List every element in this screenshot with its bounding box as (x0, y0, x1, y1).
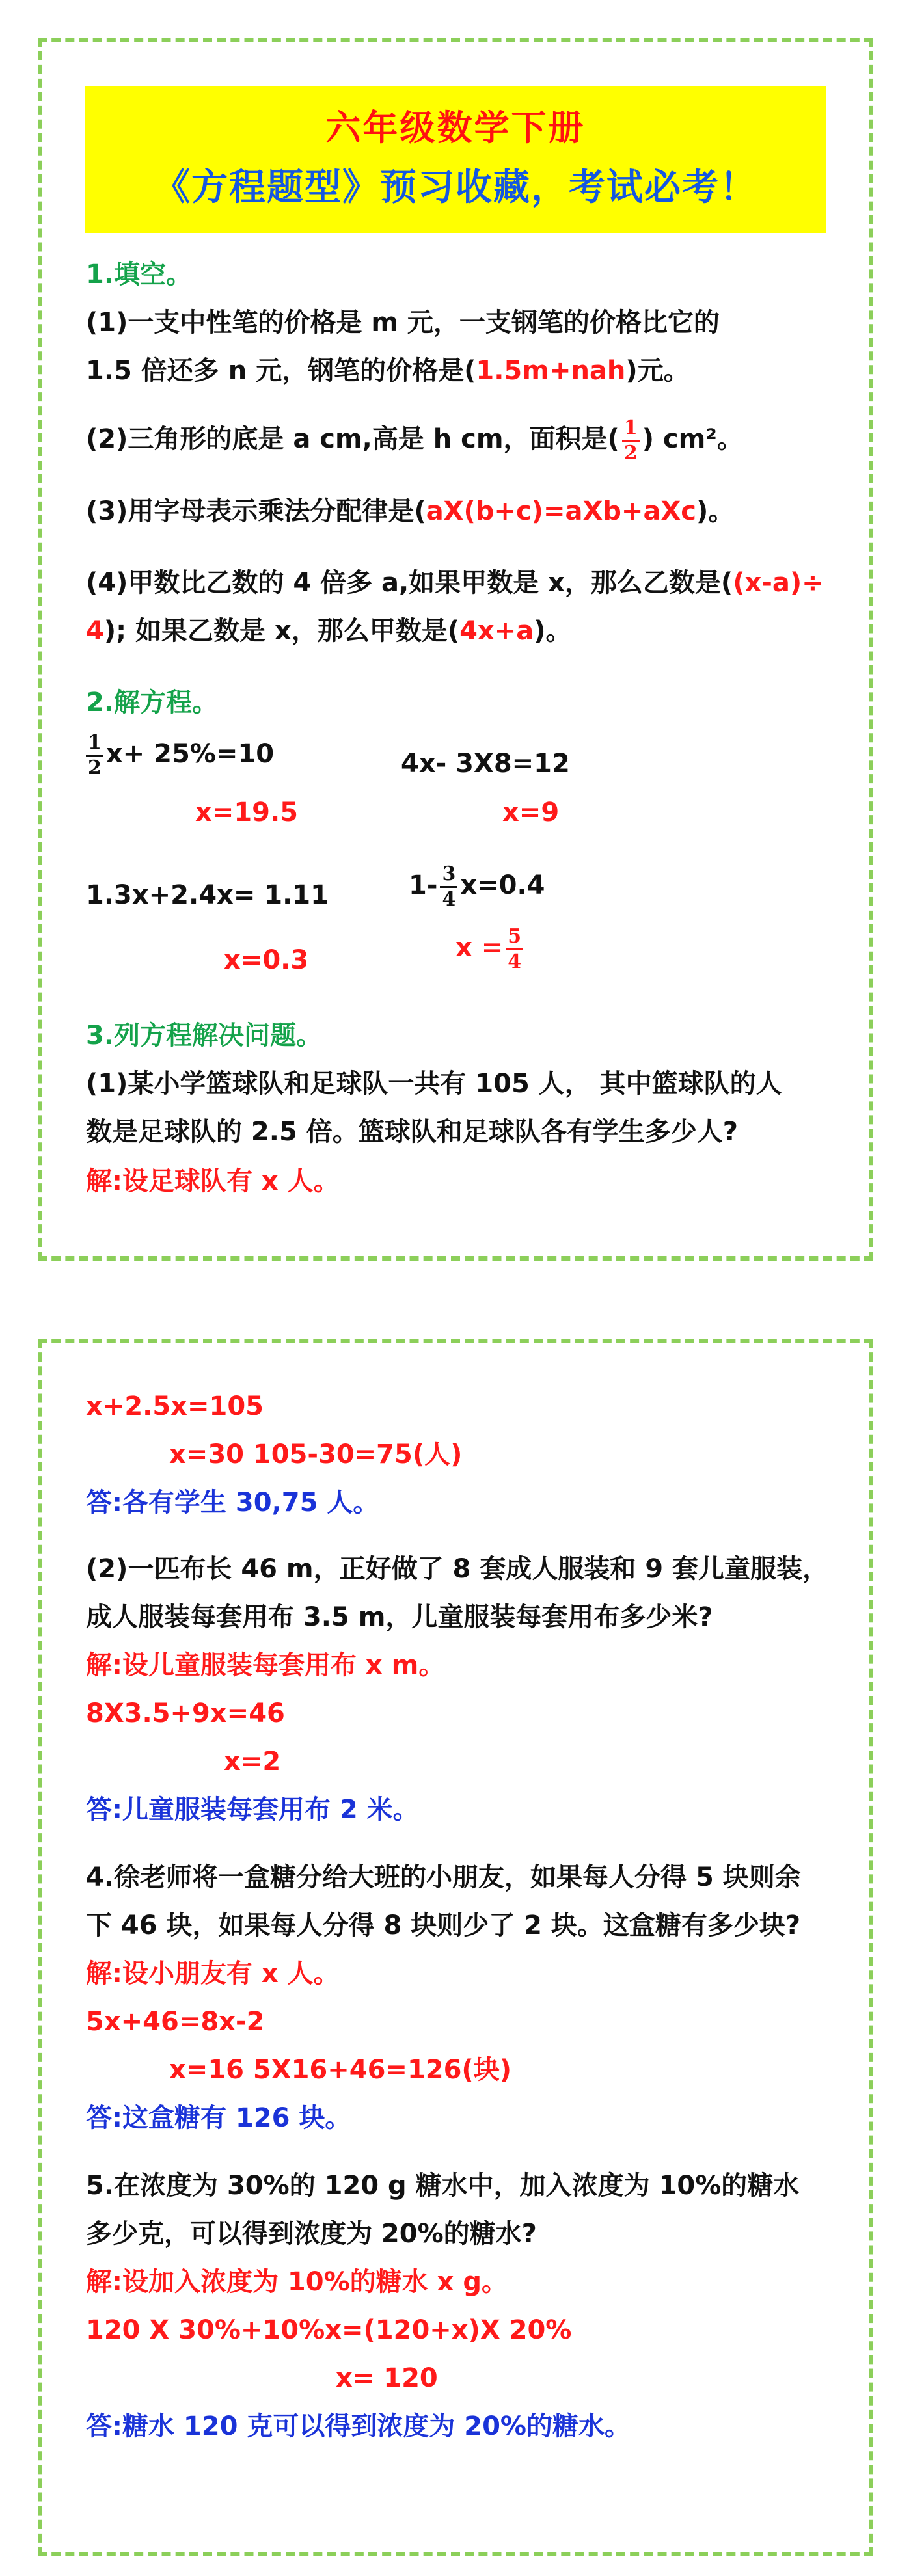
p1-answer: 答:各有学生 30,75 人。 (86, 1488, 379, 1518)
eq4-answer-text: x = (456, 933, 504, 963)
q3-line (86, 496, 734, 527)
q4-line2 (86, 615, 571, 647)
q3-answer: aX(b+c)=aXb+aXc (426, 496, 696, 526)
s4-answer: 答:这盒糖有 126 块。 (86, 2103, 351, 2133)
eq4-frac-den: 4 (442, 887, 456, 911)
q4-answer2: 4x+a (459, 616, 534, 646)
q4-text-mid: ); 如果乙数是 x，那么甲数是( (103, 616, 460, 646)
s5-equation: 120 X 30%+10%x=(120+x)X 20% (86, 2315, 572, 2345)
eq1-frac-num: 1 (86, 732, 103, 757)
q2-text: (2)三角形的底是 a cm,高是 h cm，面积是( (86, 424, 619, 454)
eq4-fraction (440, 864, 457, 909)
eq1-frac-den: 2 (88, 756, 102, 779)
p2-equation: 8X3.5+9x=46 (86, 1698, 285, 1728)
s4-solution: x=16 5X16+46=126(块) (169, 2055, 511, 2085)
q2-frac-den: 2 (623, 441, 638, 464)
p1-line1: (1)某小学篮球队和足球队一共有 105 人， 其中篮球队的人 (86, 1069, 782, 1099)
q1-answer: 1.5m+nah (476, 356, 626, 386)
eq4-text-post: x=0.4 (460, 870, 545, 900)
p1-solution: x=30 105-30=75(人) (169, 1440, 463, 1469)
page-title: 六年级数学下册 (325, 107, 586, 148)
s4-setup: 解:设小朋友有 x 人。 (86, 1959, 340, 1989)
q1-line2-text: 1.5 倍还多 n 元，钢笔的价格是( (86, 356, 476, 386)
section3-heading: 3.列方程解决问题。 (86, 1021, 323, 1051)
equation-2: 4x- 3X8=12 (401, 749, 570, 779)
s4-line2: 下 46 块，如果每人分得 8 块则少了 2 块。这盒糖有多少块? (86, 1911, 801, 1940)
s5-line2: 多少克，可以得到浓度为 20%的糖水? (86, 2219, 537, 2249)
p1-line2: 数是足球队的 2.5 倍。篮球队和足球队各有学生多少人? (86, 1117, 738, 1147)
s4-equation: 5x+46=8x-2 (86, 2007, 265, 2037)
p2-line2: 成人服装每套用布 3.5 m，儿童服装每套用布多少米? (86, 1602, 713, 1632)
p1-setup: 解:设足球队有 x 人。 (86, 1166, 340, 1196)
q2-frac-num: 1 (622, 418, 640, 442)
q3-text-end: )。 (696, 496, 735, 526)
equation-4 (409, 864, 545, 909)
q4-answer1-end: 4 (86, 616, 104, 646)
eq4-answer-fraction (506, 926, 523, 972)
section1-heading: 1.填空。 (86, 260, 193, 289)
s5-answer: 答:糖水 120 克可以得到浓度为 20%的糖水。 (86, 2411, 631, 2441)
eq1-text: x+ 25%=10 (105, 739, 275, 769)
eq4-text-pre: 1- (409, 870, 438, 900)
equation-2-answer: x=9 (502, 798, 560, 827)
page-card-2 (38, 1339, 873, 2556)
s5-solution: x= 120 (336, 2363, 438, 2393)
q2-text-end: ) cm²。 (642, 424, 743, 454)
section2-heading: 2.解方程。 (86, 688, 219, 718)
equation-4-answer (456, 926, 526, 972)
equation-3: 1.3x+2.4x= 1.11 (86, 880, 329, 910)
p1-equation: x+2.5x=105 (86, 1391, 264, 1421)
q1-line2 (86, 355, 690, 386)
eq4-answer-den: 4 (508, 950, 522, 973)
q1-line2-end: )元。 (625, 356, 690, 386)
eq4-answer-num: 5 (506, 926, 523, 950)
p2-setup: 解:设儿童服装每套用布 x m。 (86, 1650, 445, 1680)
q1-line1: (1)一支中性笔的价格是 m 元，一支钢笔的价格比它的 (86, 308, 720, 338)
eq1-fraction (86, 732, 103, 778)
p2-line1: (2)一匹布长 46 m，正好做了 8 套成人服装和 9 套儿童服装， (86, 1554, 828, 1584)
p2-solution: x=2 (224, 1747, 281, 1777)
q4-text: (4)甲数比乙数的 4 倍多 a,如果甲数是 x，那么乙数是( (86, 568, 733, 598)
page-subtitle: 《方程题型》预习收藏，考试必考！ (154, 167, 757, 209)
q4-text-end: )。 (534, 616, 572, 646)
q4-answer1-part: (x-a)÷ (733, 568, 824, 598)
s5-line1: 5.在浓度为 30%的 120 g 糖水中，加入浓度为 10%的糖水 (86, 2171, 800, 2201)
q3-text: (3)用字母表示乘法分配律是( (86, 496, 426, 526)
q4-line1 (86, 567, 824, 598)
s4-line1: 4.徐老师将一盒糖分给大班的小朋友，如果每人分得 5 块则余 (86, 1862, 801, 1892)
p2-answer: 答:儿童服装每套用布 2 米。 (86, 1795, 419, 1825)
s5-setup: 解:设加入浓度为 10%的糖水 x g。 (86, 2267, 508, 2297)
equation-3-answer: x=0.3 (224, 945, 309, 975)
title-banner (85, 86, 826, 233)
equation-1-answer: x=19.5 (195, 798, 299, 827)
equation-1 (83, 732, 274, 778)
q2-line (86, 418, 743, 463)
eq4-frac-num: 3 (440, 864, 457, 888)
q2-answer-fraction (622, 418, 640, 463)
